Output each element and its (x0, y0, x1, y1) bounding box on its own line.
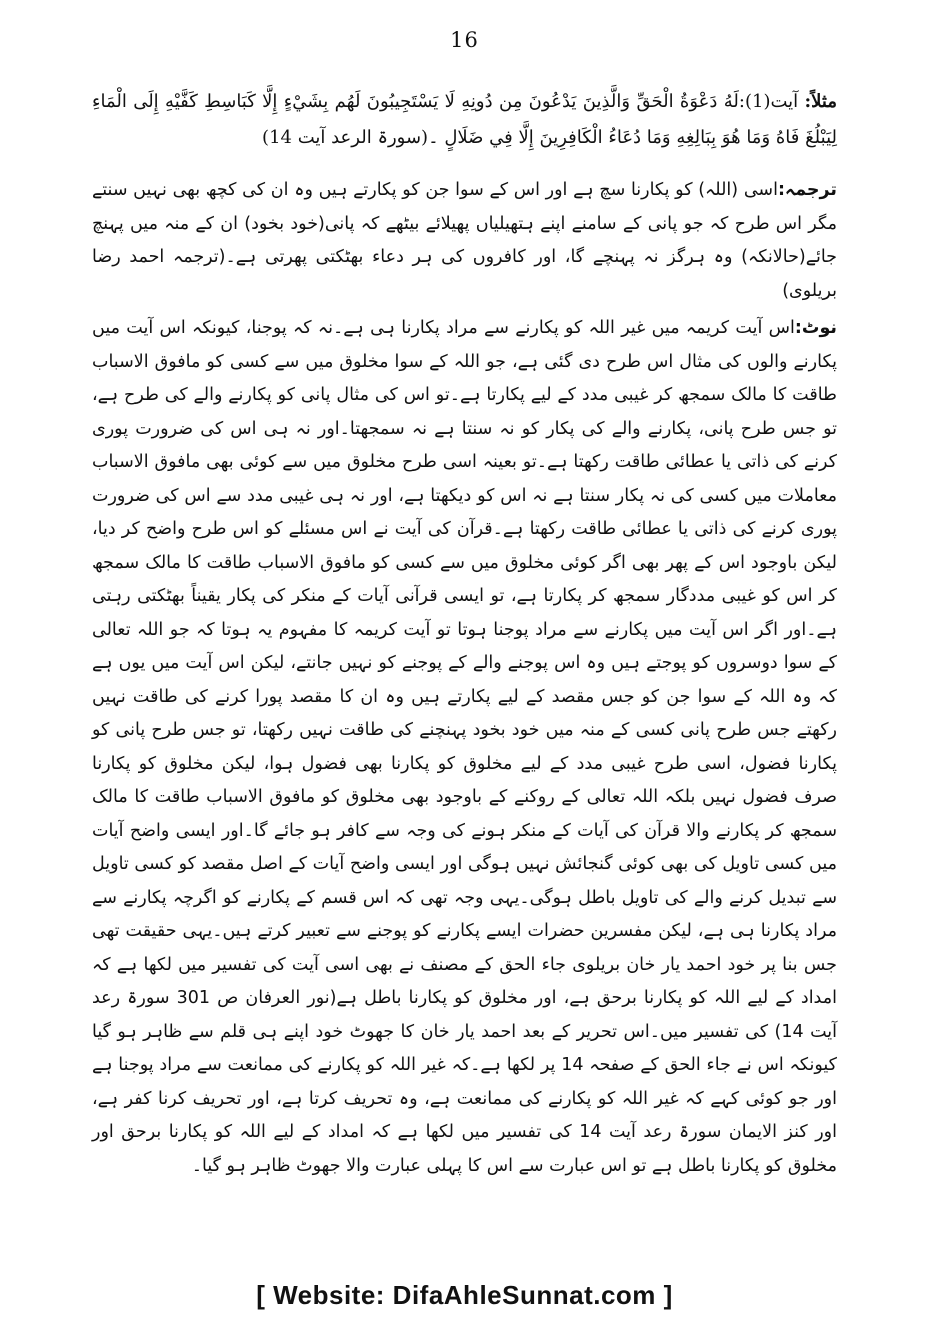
translation-text: اسی (اللہ) کو پکارنا سچ ہے اور اس کے سوا جن کو پکارتے ہیں وہ ان کی کچھ بھی نہیں سنتے مگر اس طرح کہ جو پانی کے سامنے اپنے ہتھیلیاں پھیلائے بیٹھے کہ پانی(خود بخود) ان کے منہ میں پہنچ جائے(حالانکہ) وہ ہرگز نہ پہنچے گا، اور کافروں کی ہر دعاء بھٹکتی پھرتی ہے۔(ترجمہ احمد رضا بریلوی) (92, 180, 837, 301)
page-number: 16 (450, 28, 479, 52)
verse-text: آیت(1):لَهُ دَعْوَةُ الْحَقِّ وَالَّذِينَ يَدْعُونَ مِن دُونِهِ لَا يَسْتَجِيبُونَ لَهُم بِشَيْءٍ إِلَّا كَبَاسِطِ كَفَّيْهِ إِلَى الْمَاءِ لِيَبْلُغَ فَاهُ وَمَا هُوَ بِبَالِغِهِ وَمَا دُعَاءُ الْكَافِرِينَ إِلَّا فِي ضَلَالٍ ۔(سورۃ الرعد آیت 14) (92, 91, 837, 148)
note-text: اس آیت کریمہ میں غیر اللہ کو پکارنے سے مراد پکارنا ہی ہے۔نہ کہ پوجنا، کیونکہ اس آیت میں پکارنے والوں کی مثال اس طرح دی گئی ہے، جو اللہ کے سوا مخلوق میں سے کسی کو مافوق الاسباب طاقت کا مالک سمجھ کر غیبی مدد کے لیے پکارتا ہے۔تو اس کی مثال پانی کو پکارنے والے کی طرح ہے، تو جس طرح پانی، پکارنے والے کی پکار کو نہ سنتا ہے نہ سمجھتا۔اور نہ ہی اس کی ضرورت پوری کرنے کی ذاتی یا عطائی طاقت رکھتا ہے۔تو بعینہ اسی طرح مخلوق میں سے کوئی بھی مافوق الاسباب معاملات میں کسی کی نہ پکار سنتا ہے نہ اس کو دیکھتا ہے، اور نہ ہی غیبی مدد سے اس کی ضرورت پوری کرنے کی ذاتی یا عطائی طاقت رکھتا ہے۔قرآن کی آیت نے اس مسئلے کو اس طرح واضح کر دیا، لیکن باوجود اس کے پھر بھی اگر کوئی مخلوق میں سے کسی کو مافوق الاسباب طاقت کا مالک سمجھ کر اس کو غیبی مددگار سمجھ کر پکارتا ہے، تو ایسی قرآنی آیات کے منکر کی پکار یقیناً بھٹکتی رہتی ہے۔اور اگر اس آیت میں پکارنے سے مراد پوجنا ہوتا تو آیت کریمہ کا مفہوم یہ ہوتا کہ جو اللہ تعالی کے سوا دوسروں کو پوجتے ہیں وہ اس پوجنے والے کے پوجنے کو نہیں جانتے، لیکن اس آیت میں یوں ہے کہ وہ اللہ کے سوا جن کو جس مقصد کے لیے پکارتے ہیں وہ ان کا مقصد پورا کرنے کی طاقت نہیں رکھتے جس طرح پانی کسی کے منہ میں خود بخود پہنچنے کی طاقت نہیں رکھتا، تو جس طرح پانی کو پکارنا فضول، اسی طرح غیبی مدد کے لیے مخلوق کو پکارنا بھی فضول ہوا، لیکن مخلوق کو پکارنا صرف فضول نہیں بلکہ اللہ تعالی کے روکنے کے باوجود بھی مخلوق کو مافوق الاسباب طاقت کا مالک سمجھ کر پکارنے والا قرآن کی آیات کے منکر ہونے کی وجہ سے کافر ہو جائے گا۔اور ایسی واضح آیات میں کسی تاویل کی بھی کوئی گنجائش نہیں ہوگی اور ایسی واضح آیات کے اصل مقصد کو کسی تاویل سے تبدیل کرنے والے کی تاویل باطل ہوگی۔یہی وجہ تھی کہ اس قسم کے پکارنے کو اگرچہ پکارنے سے مراد پکارنا ہی ہے، لیکن مفسرین حضرات ایسے پکارنے کو پوجنے سے تعبیر کرتے ہیں۔یہی حقیقت تھی جس بنا پر خود احمد یار خان بریلوی جاء الحق کے مصنف نے بھی اسی آیت کی تفسیر میں لکھا ہے کہ امداد کے لیے اللہ کو پکارنا برحق ہے، اور مخلوق کو پکارنا باطل ہے(نور العرفان ص 301 سورۃ رعد آیت 14) کی تفسیر میں۔اس تحریر کے بعد احمد یار خان کا جھوٹ خود اپنے ہی قلم سے ظاہر ہو گیا کیونکہ اس نے جاء الحق کے صفحہ 14 پر لکھا ہے۔کہ غیر اللہ کو پکارنے کی ممانعت سے مراد پوجنا ہے اور جو کوئی کہے کہ غیر اللہ کو پکارنے کی ممانعت ہے، وہ تحریف کرتا ہے، اور تحریف کرنا کفر ہے، اور کنز الایمان سورۃ رعد آیت 14 کی تفسیر میں لکھا ہے کہ امداد کے لیے اللہ کو پکارنا برحق اور مخلوق کو پکارنا باطل ہے تو اس عبارت سے اس کا پہلی عبارت والا جھوٹ ظاہر ہو گیا۔ (92, 318, 838, 1176)
note-paragraph (92, 312, 837, 1183)
document-body (92, 84, 837, 1183)
translation-block (92, 174, 837, 308)
note-label: نوٹ: (794, 318, 837, 338)
translation-label: ترجمہ: (777, 180, 837, 200)
website-footer: [ Website: DifaAhleSunnat.com ] (256, 1280, 673, 1310)
translation-paragraph (92, 174, 837, 308)
verse-label: مثلاً: (804, 91, 837, 112)
quran-verse-block (92, 84, 837, 156)
note-block (92, 312, 837, 1183)
verse-paragraph (92, 84, 837, 156)
